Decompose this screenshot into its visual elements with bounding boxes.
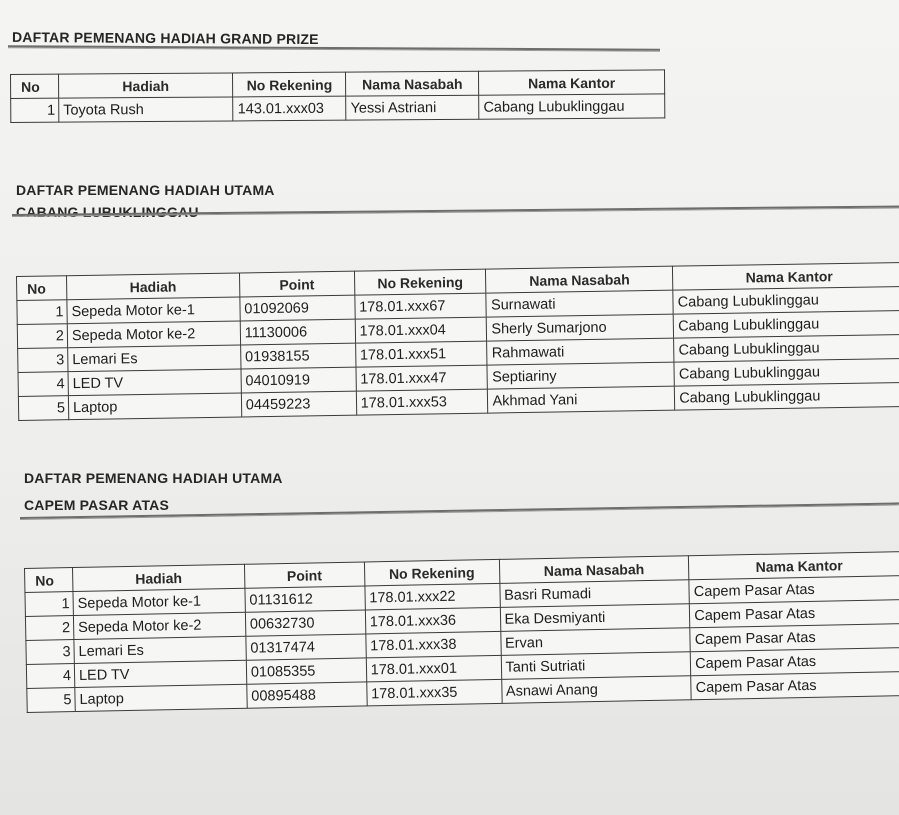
cell-point: 04459223 — [241, 391, 356, 417]
column-header: Point — [239, 271, 354, 297]
cell-nama-nasabah: Rahmawati — [487, 338, 674, 365]
cell-no-rekening: 178.01.xxx36 — [365, 607, 500, 634]
cell-no: 4 — [18, 372, 68, 397]
cell-hadiah: Sepeda Motor ke-2 — [67, 321, 240, 348]
cell-no-rekening: 178.01.xxx22 — [365, 583, 500, 610]
column-header: Nama Nasabah — [486, 266, 673, 293]
utama-capem-subheading: CAPEM PASAR ATAS — [24, 497, 170, 513]
column-header: No Rekening — [354, 269, 486, 295]
column-header: Hadiah — [72, 564, 244, 591]
cell-nama-kantor: Capem Pasar Atas — [691, 671, 899, 699]
cell-no: 1 — [11, 98, 59, 122]
cell-nama-kantor: Capem Pasar Atas — [689, 575, 899, 603]
cell-no-rekening: 178.01.xxx67 — [354, 293, 486, 319]
column-header: No Rekening — [233, 72, 346, 97]
grand-prize-rule — [8, 45, 660, 51]
utama-cabang-heading: DAFTAR PEMENANG HADIAH UTAMA — [16, 182, 275, 198]
cell-no-rekening: 178.01.xxx35 — [366, 679, 501, 706]
cell-no-rekening: 178.01.xxx51 — [355, 341, 487, 367]
cell-no: 1 — [17, 300, 67, 325]
column-header: Nama Nasabah — [499, 556, 689, 584]
grand-prize-table — [10, 69, 665, 123]
cell-no-rekening: 178.01.xxx38 — [365, 631, 500, 658]
cell-nama-nasabah: Akhmad Yani — [488, 386, 675, 413]
cell-no-rekening: 178.01.xxx53 — [356, 389, 488, 415]
cell-no: 1 — [25, 592, 73, 617]
cell-nama-kantor: Cabang Lubuklinggau — [673, 287, 899, 315]
cell-nama-nasabah: Ervan — [500, 628, 690, 656]
cell-point: 01938155 — [240, 343, 355, 369]
cell-no-rekening: 178.01.xxx04 — [355, 317, 487, 343]
cell-hadiah: LED TV — [68, 369, 241, 396]
cell-nama-kantor: Cabang Lubuklinggau — [675, 383, 899, 411]
cell-nama-kantor: Cabang Lubuklinggau — [673, 311, 899, 339]
cell-hadiah: Lemari Es — [68, 345, 241, 372]
cell-no: 4 — [26, 664, 74, 689]
cell-no: 5 — [27, 688, 75, 713]
cell-nama-nasabah: Tanti Sutriati — [501, 652, 691, 680]
cell-no: 3 — [26, 640, 74, 665]
cell-point: 00895488 — [247, 682, 367, 708]
column-header: Nama Nasabah — [346, 71, 479, 96]
column-header: No Rekening — [364, 559, 499, 586]
column-header: No — [25, 568, 73, 593]
cell-hadiah: Laptop — [75, 684, 247, 711]
cell-point: 01131612 — [245, 586, 365, 612]
cell-hadiah: Toyota Rush — [59, 97, 234, 122]
cell-nama-nasabah: Yessi Astriani — [346, 95, 479, 120]
cell-nama-nasabah: Septiariny — [487, 362, 674, 389]
cell-no: 2 — [25, 616, 73, 641]
column-header: No — [17, 276, 67, 301]
cell-nama-kantor: Capem Pasar Atas — [690, 599, 899, 627]
column-header: Nama Kantor — [479, 70, 665, 95]
cell-point: 11130006 — [240, 319, 355, 345]
cell-nama-kantor: Capem Pasar Atas — [690, 623, 899, 651]
column-header: Hadiah — [66, 273, 239, 300]
cell-hadiah: Sepeda Motor ke-2 — [73, 612, 245, 639]
cell-nama-kantor: Capem Pasar Atas — [690, 647, 899, 675]
table-row — [11, 94, 665, 123]
cell-point: 01317474 — [246, 634, 366, 660]
column-header: Nama Kantor — [673, 263, 899, 291]
cell-no-rekening: 143.01.xxx03 — [233, 96, 346, 121]
column-header: Point — [244, 562, 364, 588]
column-header: Nama Kantor — [689, 552, 899, 580]
column-header: Hadiah — [58, 73, 233, 98]
grand-prize-heading: DAFTAR PEMENANG HADIAH GRAND PRIZE — [11, 28, 319, 48]
cell-nama-nasabah: Surnawati — [486, 290, 673, 317]
cell-hadiah: LED TV — [74, 660, 246, 687]
cell-nama-nasabah: Basri Rumadi — [499, 580, 689, 608]
cell-nama-kantor: Cabang Lubuklinggau — [674, 359, 899, 387]
cell-point: 04010919 — [241, 367, 356, 393]
utama-capem-table — [24, 551, 899, 713]
cell-hadiah: Laptop — [68, 393, 241, 420]
utama-capem-heading: DAFTAR PEMENANG HADIAH UTAMA — [24, 470, 283, 486]
cell-nama-kantor: Cabang Lubuklinggau — [674, 335, 899, 363]
cell-point: 01085355 — [246, 658, 366, 684]
column-header: No — [11, 74, 59, 98]
cell-no: 5 — [18, 396, 68, 421]
cell-no: 3 — [18, 348, 68, 373]
cell-no-rekening: 178.01.xxx01 — [366, 655, 501, 682]
utama-cabang-subheading: CABANG LUBUKLINGGAU — [16, 204, 199, 220]
cell-nama-nasabah: Sherly Sumarjono — [487, 314, 674, 341]
utama-cabang-table — [16, 262, 899, 421]
cell-point: 01092069 — [240, 295, 355, 321]
cell-nama-nasabah: Asnawi Anang — [501, 676, 691, 704]
cell-nama-nasabah: Eka Desmiyanti — [500, 604, 690, 632]
cell-hadiah: Sepeda Motor ke-1 — [73, 588, 245, 615]
cell-nama-kantor: Cabang Lubuklinggau — [479, 94, 665, 119]
cell-hadiah: Sepeda Motor ke-1 — [67, 297, 240, 324]
cell-point: 00632730 — [245, 610, 365, 636]
cell-no: 2 — [17, 324, 67, 349]
cell-hadiah: Lemari Es — [74, 636, 246, 663]
cell-no-rekening: 178.01.xxx47 — [356, 365, 488, 391]
